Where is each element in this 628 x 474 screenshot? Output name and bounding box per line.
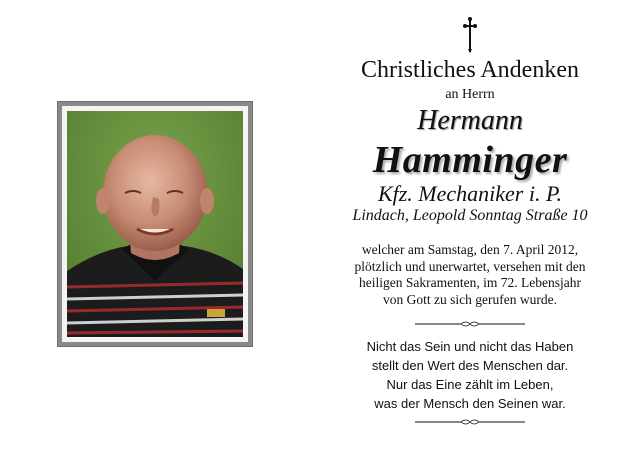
portrait-illustration	[67, 111, 243, 337]
ornament-divider-icon	[415, 418, 525, 426]
first-name: Hermann	[417, 105, 523, 136]
photo-frame	[57, 101, 253, 347]
poem-line: Nur das Eine zählt im Leben,	[386, 377, 554, 392]
announcement-line: heiligen Sakramenten, im 72. Lebensjahr	[359, 275, 581, 290]
announcement-line: welcher am Samstag, den 7. April 2012,	[361, 242, 579, 257]
portrait-photo	[67, 111, 243, 337]
death-announcement	[320, 242, 620, 308]
occupation: Kfz. Mechaniker i. P.	[377, 181, 563, 206]
poem-line: Nicht das Sein und nicht das Haben	[366, 339, 574, 354]
card-heading: Christliches Andenken	[361, 57, 579, 83]
ornament-divider-icon	[415, 320, 525, 328]
cross-icon	[463, 16, 477, 54]
name-prefix: an Herrn	[445, 87, 495, 102]
last-name: Hamminger	[372, 139, 568, 181]
photo-mat	[62, 106, 248, 342]
announcement-line: von Gott zu sich gerufen wurde.	[383, 291, 557, 307]
poem-line: stellt den Wert des Menschen dar.	[371, 358, 569, 373]
memorial-poem	[320, 337, 620, 413]
address: Lindach, Leopold Sonntag Straße 10	[352, 207, 588, 224]
announcement-line: plötzlich und unerwartet, versehen mit den	[354, 258, 586, 274]
poem-line: was der Mensch den Seinen war.	[374, 396, 566, 411]
